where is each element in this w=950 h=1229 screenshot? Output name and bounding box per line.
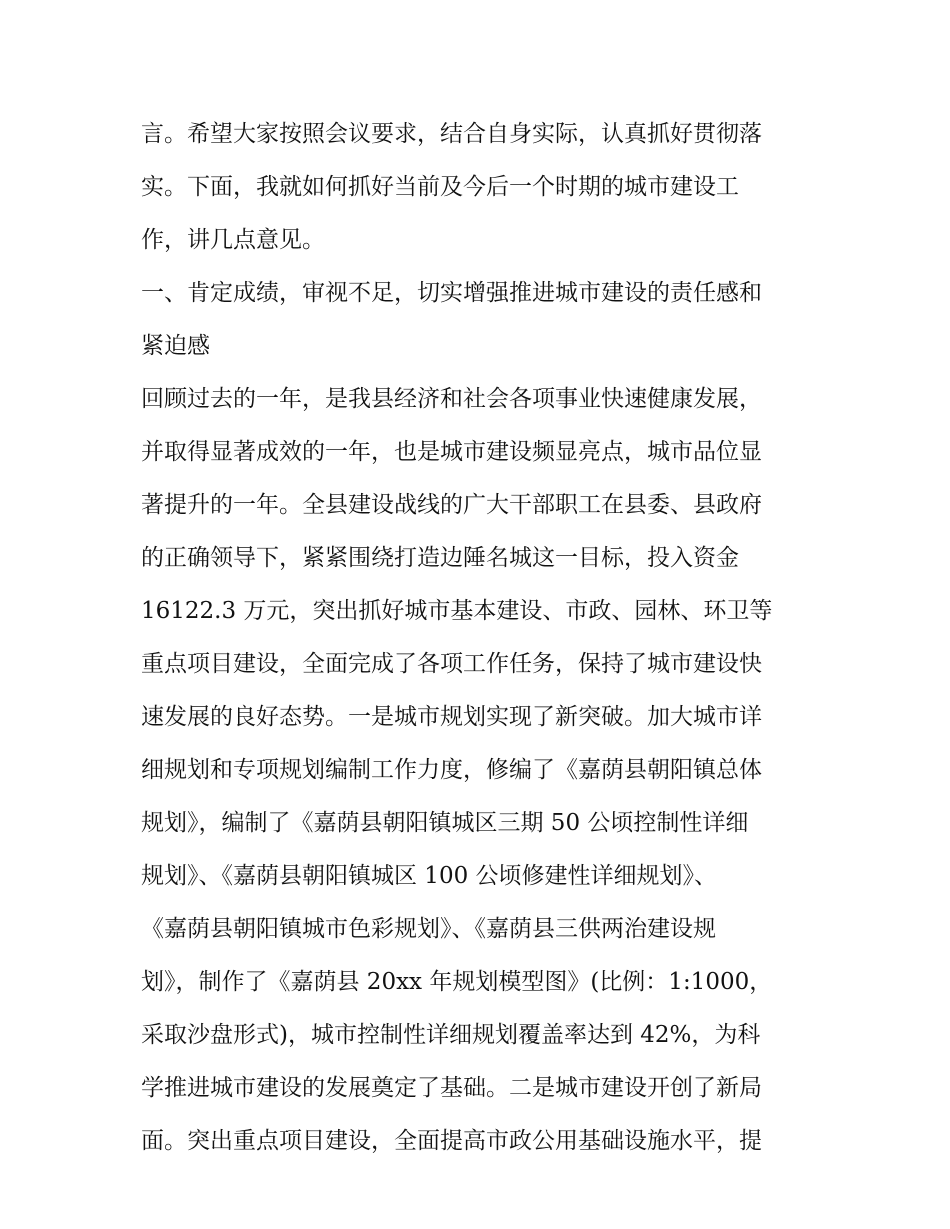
text-line: 作，讲几点意见。 — [141, 227, 325, 253]
text-line: 回顾过去的一年，是我县经济和社会各项事业快速健康发展， — [141, 386, 762, 412]
text-line: 著提升的一年。全县建设战线的广大干部职工在县委、县政府 — [141, 492, 762, 518]
text-line: 实。下面，我就如何抓好当前及今后一个时期的城市建设工 — [141, 174, 739, 200]
text-line: 划》，制作了《嘉荫县 20xx 年规划模型图》(比例：1:1000， — [141, 969, 773, 995]
text-line: 采取沙盘形式)，城市控制性详细规划覆盖率达到 42%，为科 — [141, 1022, 761, 1048]
text-line: 面。突出重点项目建设，全面提高市政公用基础设施水平，提 — [141, 1128, 762, 1154]
section-heading-line: 一、肯定成绩，审视不足，切实增强推进城市建设的责任感和 — [141, 280, 762, 306]
text-line: 规划》，编制了《嘉荫县朝阳镇城区三期 50 公顷控制性详细 — [141, 810, 749, 836]
text-line: 《嘉荫县朝阳镇城市色彩规划》、《嘉荫县三供两治建设规 — [141, 916, 716, 942]
text-line: 重点项目建设，全面完成了各项工作任务，保持了城市建设快 — [141, 651, 762, 677]
text-line: 速发展的良好态势。一是城市规划实现了新突破。加大城市详 — [141, 704, 762, 730]
text-line: 规划》、《嘉荫县朝阳镇城区 100 公顷修建性详细规划》、 — [141, 863, 718, 889]
text-line: 言。希望大家按照会议要求，结合自身实际，认真抓好贯彻落 — [141, 121, 762, 147]
body-text — [141, 108, 821, 1168]
text-line: 的正确领导下，紧紧围绕打造边陲名城这一目标，投入资金 — [141, 545, 739, 571]
text-line: 16122.3 万元，突出抓好城市基本建设、市政、园林、环卫等 — [141, 598, 773, 624]
text-line: 学推进城市建设的发展奠定了基础。二是城市建设开创了新局 — [141, 1075, 762, 1101]
text-line: 细规划和专项规划编制工作力度，修编了《嘉荫县朝阳镇总体 — [141, 757, 762, 783]
section-heading-line: 紧迫感 — [141, 333, 210, 359]
text-line: 并取得显著成效的一年，也是城市建设频显亮点，城市品位显 — [141, 439, 762, 465]
